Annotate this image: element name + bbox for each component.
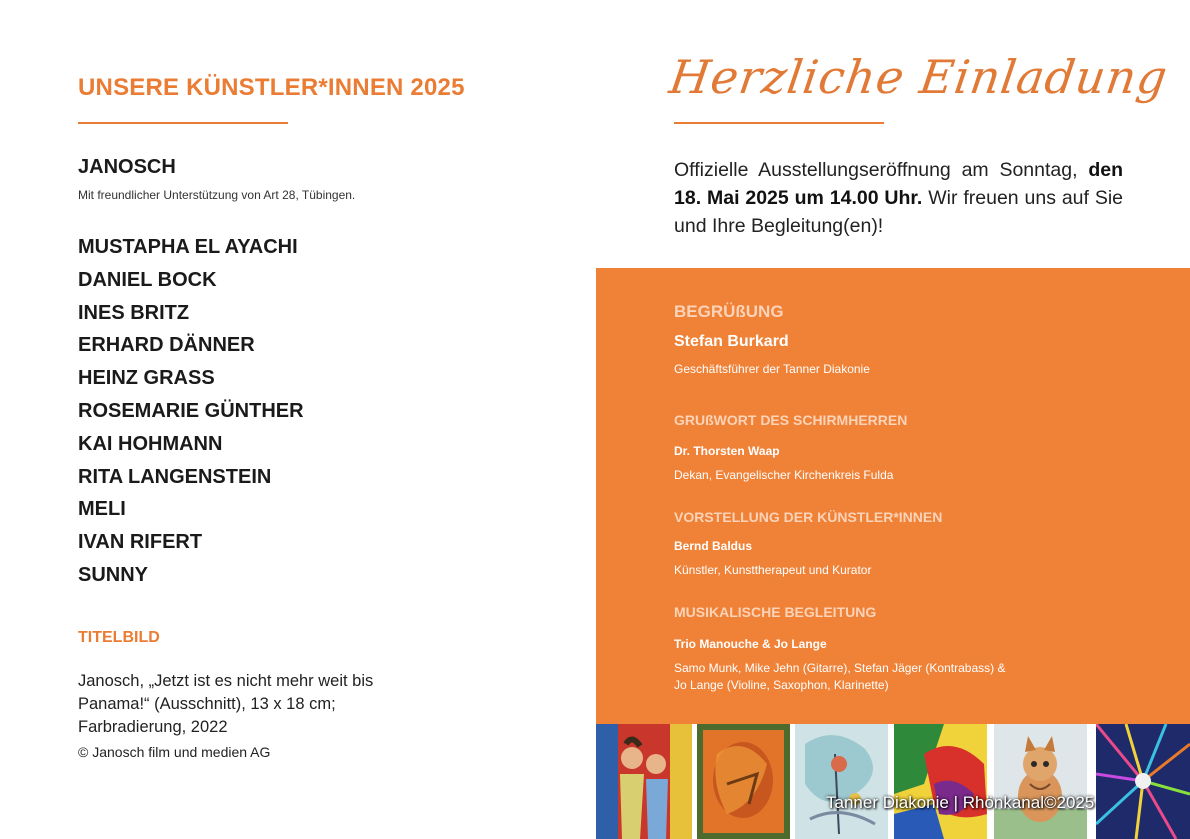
greeting-name: Stefan Burkard <box>674 333 789 350</box>
artist-name: IVAN RIFERT <box>78 531 203 554</box>
titelbild-description: Janosch, „Jetzt ist es nicht mehr weit bis Panama!“ (Ausschnitt), 13 x 18 cm; Farbradierung, 2022 <box>78 672 374 736</box>
greeting-heading: BEGRÜßUNG <box>674 302 784 321</box>
titelbild-label: TITELBILD <box>78 629 160 646</box>
artwork-image <box>697 724 790 839</box>
artist-name: MUSTAPHA EL AYACHI <box>78 236 298 258</box>
invitation-page <box>596 0 1190 839</box>
artists-heading: UNSERE KÜNSTLER*INNEN 2025 <box>78 74 465 101</box>
heading-divider <box>78 122 288 124</box>
artwork-image <box>596 724 692 839</box>
invitation-text <box>674 156 1123 240</box>
photo-credit: Tanner Diakonie | Rhönkanal©2025 <box>826 793 1095 812</box>
artwork-image <box>894 724 987 839</box>
music-name: Trio Manouche & Jo Lange <box>674 637 827 651</box>
artist-name: RITA LANGENSTEIN <box>78 465 272 488</box>
invitation-script-heading: Herzliche Einladung <box>666 50 1172 104</box>
artist-name: MELI <box>78 498 126 521</box>
music-role-line1: Samo Munk, Mike Jehn (Gitarre), Stefan Jäger (Kontrabass) & <box>674 661 1006 675</box>
artwork-image <box>795 724 888 839</box>
greeting-role: Geschäftsführer der Tanner Diakonie <box>674 362 870 376</box>
artwork-image <box>1096 724 1190 839</box>
artist-list <box>78 234 304 595</box>
artist-name: DANIEL BOCK <box>78 268 217 291</box>
featured-artist: JANOSCH <box>78 156 176 178</box>
music-heading: MUSIKALISCHE BEGLEITUNG <box>674 604 877 620</box>
artist-name: ERHARD DÄNNER <box>78 334 255 357</box>
invite-text-start: Offizielle Ausstellungseröffnung am Sonntag, <box>674 159 1089 181</box>
artwork-gallery <box>596 724 1190 839</box>
artist-name: KAI HOHMANN <box>78 432 223 455</box>
artist-name: SUNNY <box>78 563 149 586</box>
artist-name: ROSEMARIE GÜNTHER <box>78 399 304 422</box>
patron-name: Dr. Thorsten Waap <box>674 444 780 458</box>
titelbild-copyright: © Janosch film und medien AG <box>78 744 271 760</box>
patron-heading: GRUßWORT DES SCHIRMHERREN <box>674 412 908 428</box>
music-role-line2: Jo Lange (Violine, Saxophon, Klarinette) <box>674 678 889 692</box>
artist-name: INES BRITZ <box>78 301 190 324</box>
invitation-divider <box>674 122 884 124</box>
invite-text-end: Wir freuen uns auf Sie und Ihre Begleitung(en)! <box>674 187 1123 237</box>
support-note: Mit freundlicher Unterstützung von Art 28, Tübingen. <box>78 188 356 202</box>
artist-name: HEINZ GRASS <box>78 367 215 390</box>
artwork-image <box>994 724 1087 839</box>
program-panel <box>596 268 1190 724</box>
artists-intro-role: Künstler, Kunsttherapeut und Kurator <box>674 563 872 577</box>
artists-intro-name: Bernd Baldus <box>674 539 753 553</box>
artists-intro-heading: VORSTELLUNG DER KÜNSTLER*INNEN <box>674 509 943 525</box>
invite-date: den 18. Mai 2025 um 14.00 Uhr. <box>674 159 1123 209</box>
patron-role: Dekan, Evangelischer Kirchenkreis Fulda <box>674 468 894 482</box>
